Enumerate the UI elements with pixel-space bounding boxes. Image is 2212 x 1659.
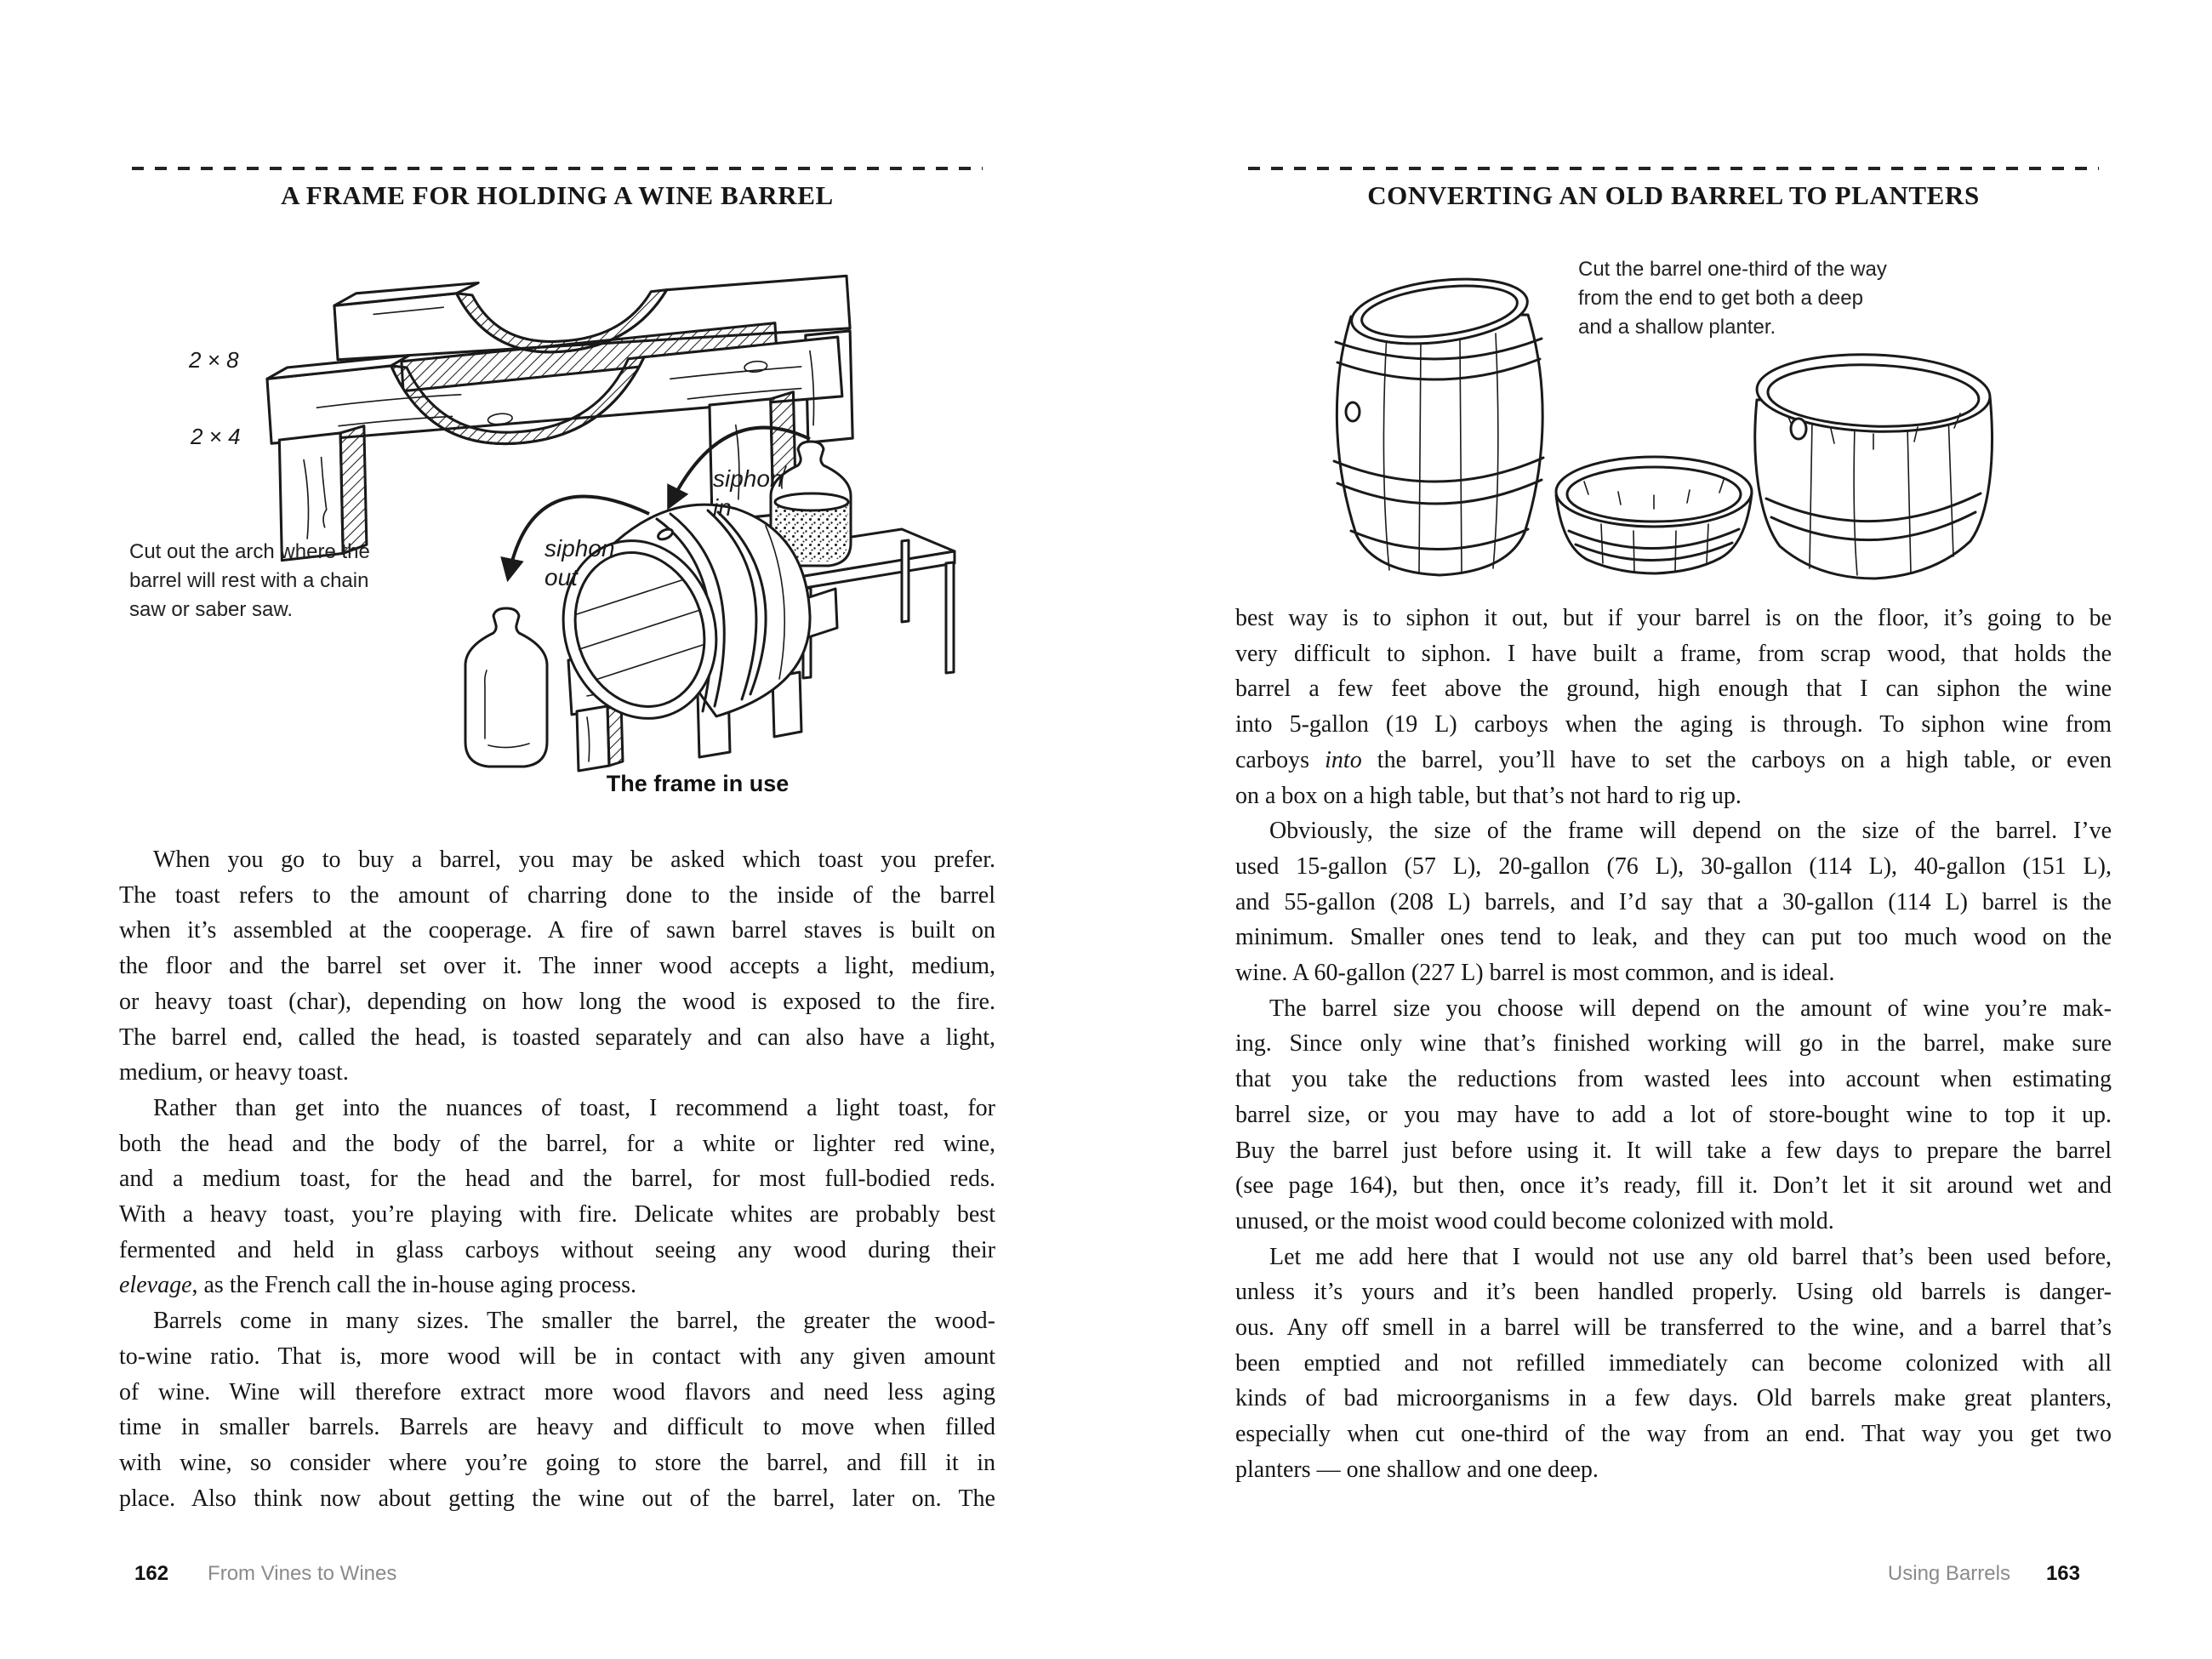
siphon-in-label [713, 465, 784, 522]
caption-line: saw or saber saw. [129, 598, 294, 621]
text-line: and 55-gallon (208 L) barrels, and I’d say that a 30-gallon (114 L) barrel is the [1235, 888, 2112, 915]
text-line: place. Also think now about getting the wine out of the barrel, later on. The [119, 1485, 995, 1512]
text-line: best way is to siphon it out, but if your barrel is on the floor, it’s going to be [1235, 605, 2112, 631]
siphon-out-label [544, 534, 615, 592]
text-line: unused, or the moist wood could become colonized with mold. [1235, 1207, 1834, 1234]
label-2x8: 2 × 8 [189, 347, 239, 373]
frame-caption [129, 538, 419, 624]
text-line: The barrel size you choose will depend on the amount of wine you’re mak- [1269, 995, 2112, 1022]
bung-hole [1346, 402, 1360, 421]
section-divider-dashed-rule-right [1248, 167, 2099, 170]
caption-line: siphon [713, 465, 784, 492]
right-section-title: CONVERTING AN OLD BARREL TO PLANTERS [1367, 180, 1980, 210]
frame-in-use-caption: The frame in use [606, 771, 790, 796]
paragraph [119, 1303, 995, 1516]
text-line: and a medium toast, for the head and the barrel, for most full-bodied reds. [119, 1166, 995, 1193]
right-footer [1888, 1562, 2080, 1586]
text-line: Obviously, the size of the frame will depend on the size of the barrel. I’ve [1269, 818, 2112, 845]
text-line: very difficult to siphon. I have built a frame, from scrap wood, that holds the [1235, 640, 2112, 667]
left-section-title: A FRAME FOR HOLDING A WINE BARREL [281, 180, 834, 210]
caption-line: out [544, 564, 578, 590]
text-line: especially when cut one-third of the way from an end. That way you get two [1235, 1421, 2112, 1448]
label-2x4: 2 × 4 [191, 424, 241, 449]
text-line: When you go to buy a barrel, you may be asked which toast you prefer. [153, 847, 995, 873]
text-line: with wine, so consider where you’re going to store the barrel, and fill it in [119, 1449, 995, 1476]
caption-line: Cut the barrel one-third of the way [1578, 258, 1887, 281]
paragraph [119, 1091, 995, 1303]
text-line: ing. Since only wine that’s finished working will go in the barrel, make sure [1235, 1030, 2112, 1058]
section-divider-dashed-rule [132, 167, 983, 170]
text-line: used 15-gallon (57 L), 20-gallon (76 L), 30-gallon (114 L), 40-gallon (151 L), [1235, 852, 2112, 880]
text-line: With a heavy toast, you’re playing with fire. Delicate whites are probably best [119, 1201, 995, 1229]
text-line: minimum. Smaller ones tend to leak, and they can put too much wood on the [1235, 924, 2112, 951]
text-line: of wine. Wine will therefore extract more wood flavors and need less aging [119, 1378, 995, 1405]
text-line: wine. A 60-gallon (227 L) barrel is most common, and is ideal. [1235, 960, 1835, 987]
caption-line: and a shallow planter. [1578, 316, 1776, 339]
text-line: Rather than get into the nuances of toast, I recommend a light toast, for [153, 1094, 995, 1121]
text-line: kinds of bad microorganisms in a few days. Old barrels make great planters, [1235, 1385, 2112, 1412]
text-line: (see page 164), but then, once it’s ready, fill it. Don’t let it sit around wet and [1235, 1172, 2112, 1200]
caption-line: barrel will rest with a chain [129, 569, 369, 592]
text-line: both the head and the body of the barrel, for a white or lighter red wine, [119, 1130, 995, 1157]
paragraph [1235, 601, 2112, 813]
text-line: into 5-gallon (19 L) carboys when the aging is through. To siphon wine from [1235, 711, 2112, 738]
paragraph [119, 842, 995, 1091]
paragraph [1235, 813, 2112, 991]
text-line: when it’s assembled at the cooperage. A fire of sawn barrel staves is built on [119, 917, 995, 944]
left-page-number: 162 [134, 1562, 169, 1585]
text-line: or heavy toast (char), depending on how long the wood is exposed to the fire. [119, 988, 995, 1015]
text-line: on a box on a high table, but that’s not hard to rig up. [1235, 782, 1742, 809]
text-line: been emptied and not refilled immediately can become colonized with all [1235, 1349, 2112, 1377]
left-footer [134, 1562, 396, 1586]
text-line: medium, or heavy toast. [119, 1059, 349, 1086]
text-line: barrel size, or you may have to add a lot of store-bought wine to top it up. [1235, 1101, 2112, 1128]
text-line: ous. Any off smell in a barrel will be transferred to the wine, and a barrel that’s [1235, 1314, 2112, 1342]
text-line: Buy the barrel just before using it. It will take a few days to prepare the barrel [1235, 1137, 2112, 1164]
text-line: Let me add here that I would not use any old barrel that’s been used before, [1269, 1243, 2112, 1270]
text-line: that you take the reductions from wasted lees into account when estimating [1235, 1066, 2112, 1093]
text-line: elevage, as the French call the in-house aging process. [119, 1272, 637, 1299]
caption-line: siphon [544, 535, 615, 562]
left-body-text [119, 842, 995, 1516]
book-title: From Vines to Wines [208, 1562, 397, 1585]
text-line: Barrels come in many sizes. The smaller the barrel, the greater the wood- [153, 1308, 995, 1335]
text-line: time in smaller barrels. Barrels are heavy and difficult to move when filled [119, 1414, 995, 1441]
deep-planter-drawing [1755, 351, 1993, 579]
text-line: carboys into the barrel, you’ll have to set the carboys on a high table, or even [1235, 746, 2112, 773]
right-body-text [1235, 601, 2112, 1488]
bung-hole [1791, 419, 1806, 439]
caption-line: from the end to get both a deep [1578, 287, 1863, 310]
frame-in-use-illustration [442, 407, 1055, 772]
shallow-planter-drawing [1556, 457, 1752, 573]
planters-caption [1578, 255, 1953, 342]
caption-line: Cut out the arch where the [129, 540, 370, 563]
right-page-number: 163 [2045, 1562, 2080, 1585]
text-line: The toast refers to the amount of charring done to the inside of the barrel [119, 881, 995, 909]
text-line: the floor and the barrel set over it. The inner wood accepts a light, medium, [119, 953, 995, 980]
text-line: planters — one shallow and one deep. [1235, 1456, 1599, 1483]
paragraph [1235, 991, 2112, 1240]
paragraph [1235, 1240, 2112, 1488]
text-line: barrel a few feet above the ground, high enough that I can siphon the wine [1235, 676, 2112, 703]
text-line: to-wine ratio. That is, more wood will be in contact with any given amount [119, 1343, 995, 1370]
section-title: Using Barrels [1887, 1562, 2010, 1585]
caption-line: in [713, 494, 732, 521]
empty-carboy-drawing [465, 608, 547, 767]
text-line: unless it’s yours and it’s been handled properly. Using old barrels is danger- [1235, 1279, 2112, 1306]
text-line: The barrel end, called the head, is toasted separately and can also have a light, [119, 1023, 995, 1051]
tall-barrel-drawing [1334, 271, 1543, 575]
text-line: fermented and held in glass carboys without seeing any wood during their [119, 1236, 995, 1263]
